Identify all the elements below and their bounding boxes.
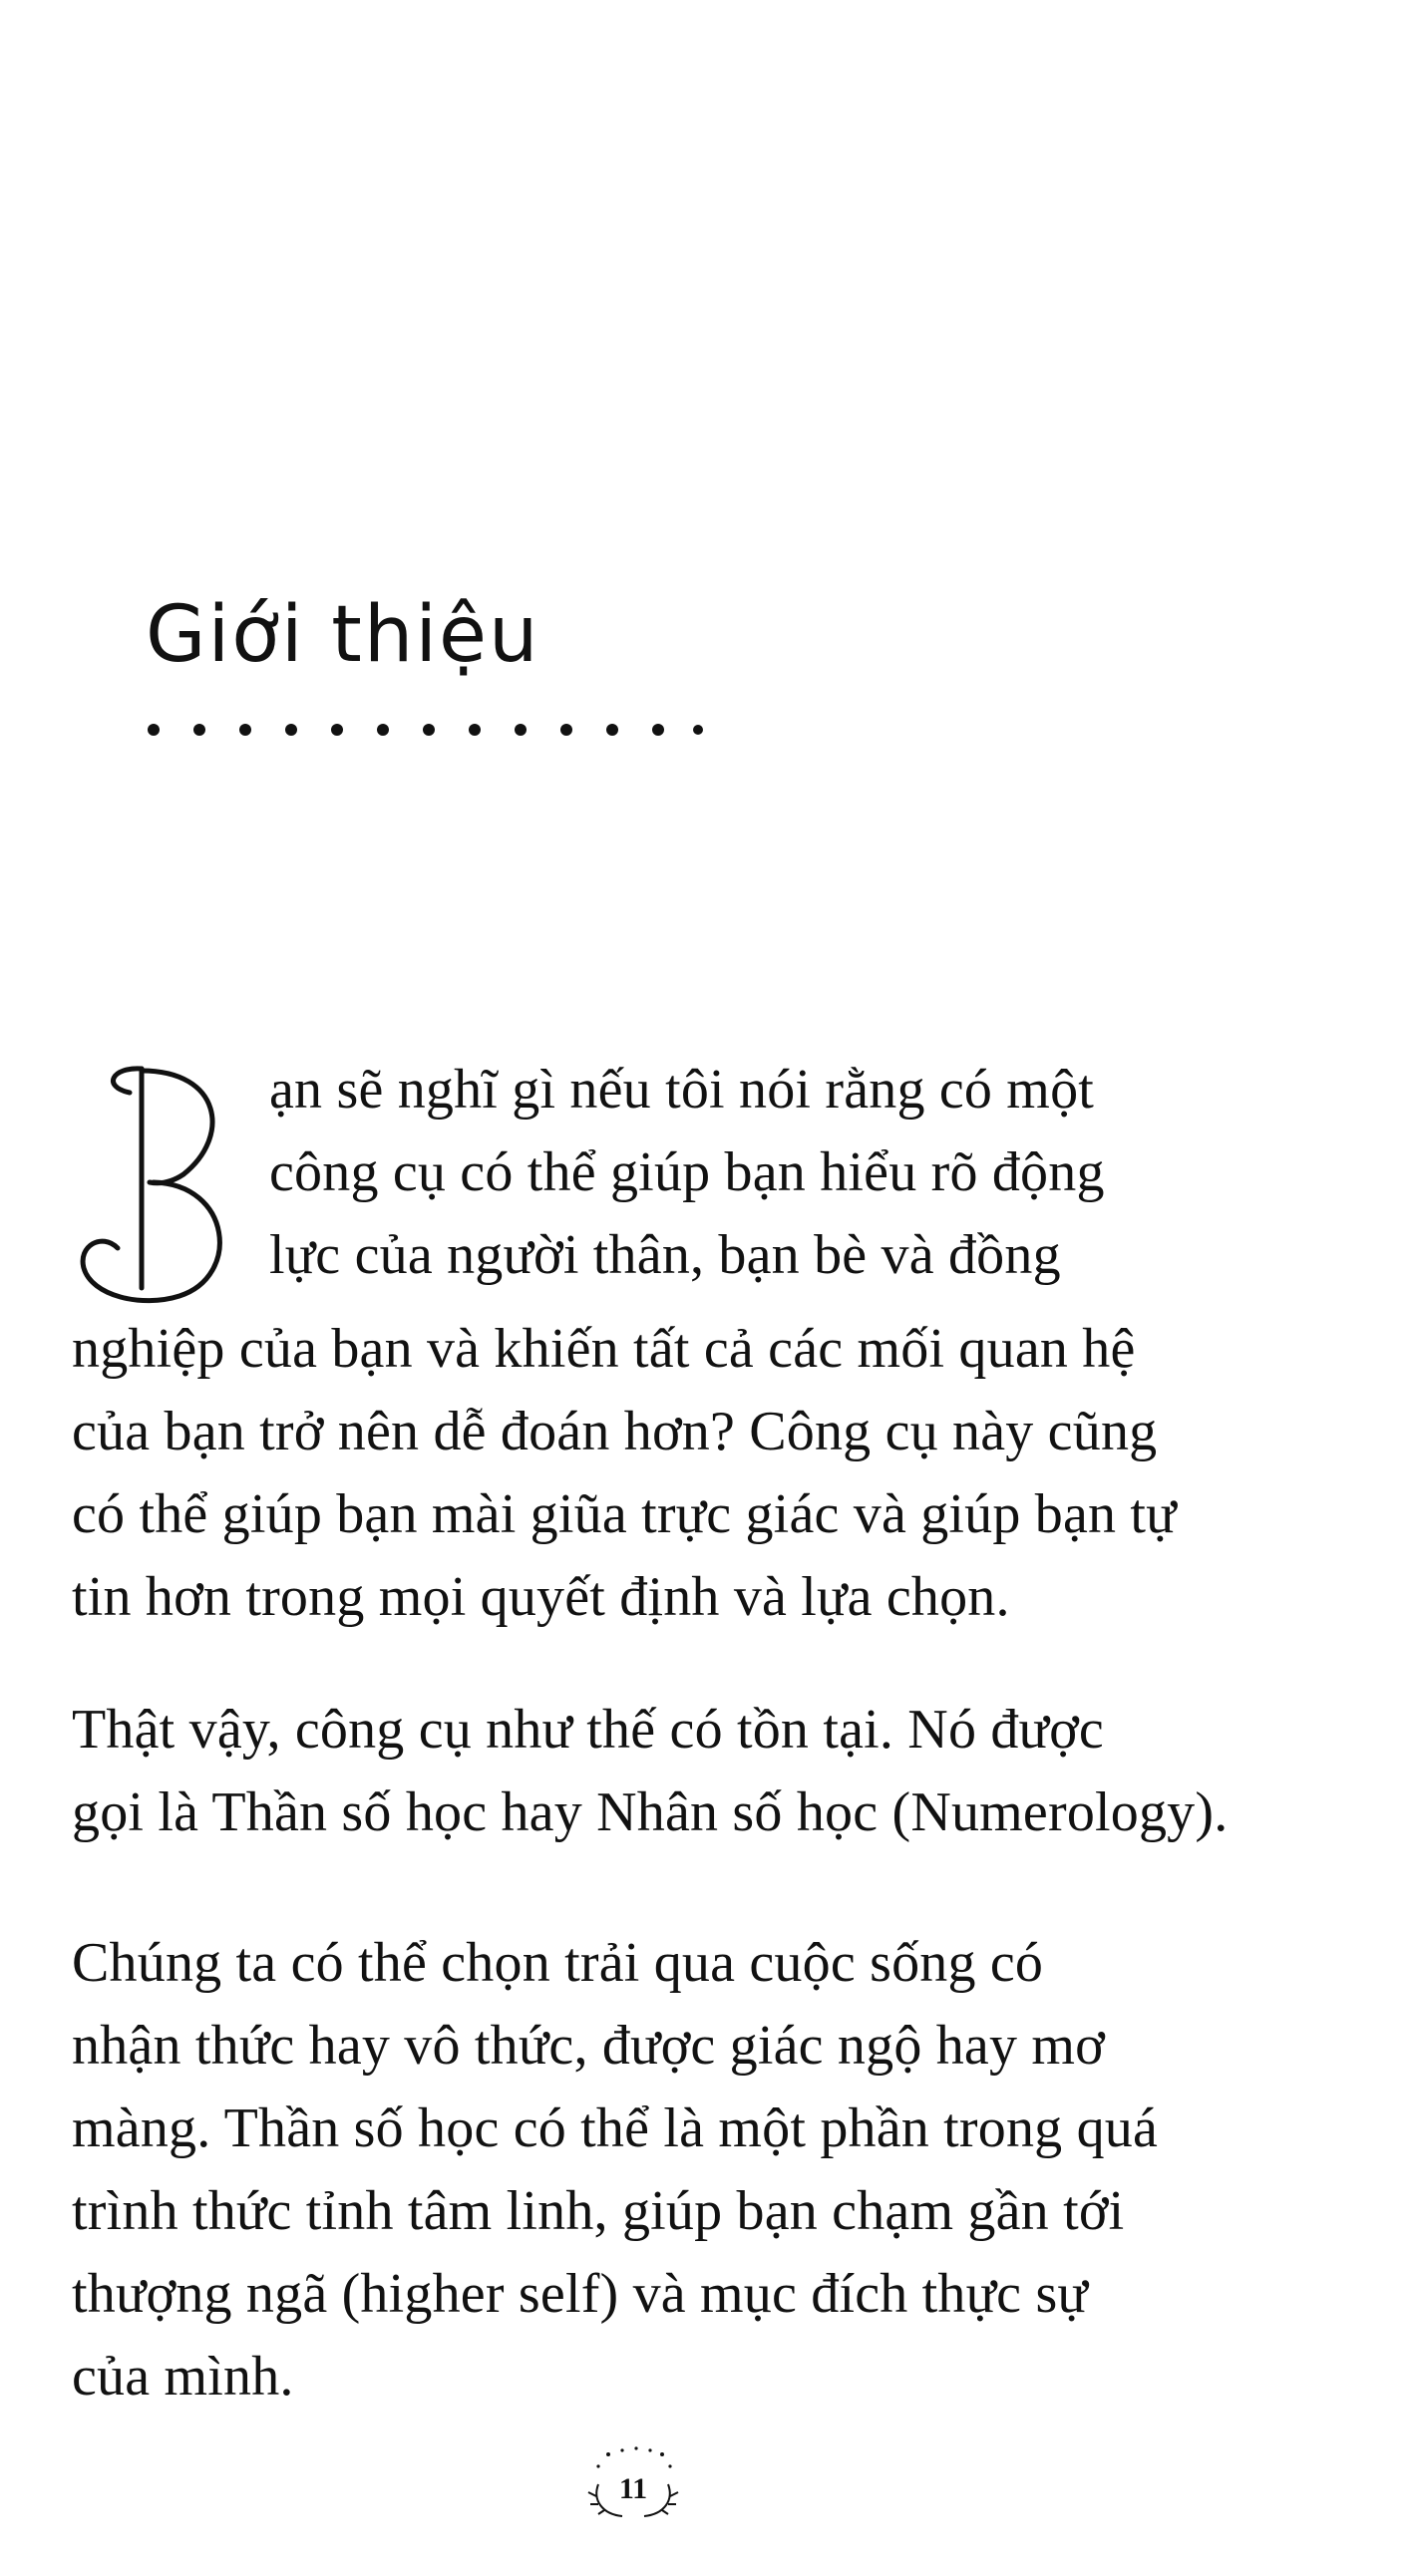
paragraph-line: Thật vậy, công cụ như thế có tồn tại. Nó được <box>72 1699 1104 1761</box>
page-number: 11 <box>618 2472 648 2505</box>
paragraph-numerology <box>72 1689 1229 1854</box>
title-dot-rule <box>146 720 704 740</box>
paragraph-line: công cụ có thể giúp bạn hiểu rõ động <box>269 1141 1105 1203</box>
paragraph-line: của mình. <box>72 2346 294 2408</box>
paragraph-intro <box>72 1049 1219 1639</box>
paragraph-line: màng. Thần số học có thể là một phần trong quá <box>72 2097 1159 2159</box>
paragraph-awakening <box>72 1922 1219 2418</box>
paragraph-line: nhận thức hay vô thức, được giác ngộ hay mơ <box>72 2015 1105 2077</box>
paragraph-line: ạn sẽ nghĩ gì nếu tôi nói rằng có một <box>269 1059 1095 1121</box>
paragraph-line: nghiệp của bạn và khiến tất cả các mối quan hệ <box>72 1318 1136 1380</box>
page-number-ornament <box>578 2444 688 2524</box>
paragraph-line: Chúng ta có thể chọn trải qua cuộc sống có <box>72 1932 1044 1994</box>
paragraph-line: tin hơn trong mọi quyết định và lựa chọn. <box>72 1566 1010 1628</box>
paragraph-line: lực của người thân, bạn bè và đồng <box>269 1224 1061 1286</box>
paragraph-line: trình thức tỉnh tâm linh, giúp bạn chạm gần tới <box>72 2180 1125 2242</box>
paragraph-line: gọi là Thần số học hay Nhân số học (Numerology). <box>72 1781 1229 1843</box>
chapter-title: Giới thiệu <box>146 590 540 680</box>
paragraph-line: có thể giúp bạn mài giũa trực giác và giúp bạn tự <box>72 1483 1177 1545</box>
paragraph-line: của bạn trở nên dễ đoán hơn? Công cụ này cũng <box>72 1401 1158 1462</box>
drop-cap-b-icon <box>72 1057 251 1308</box>
paragraph-line: thượng ngã (higher self) và mục đích thực sự <box>72 2263 1088 2325</box>
